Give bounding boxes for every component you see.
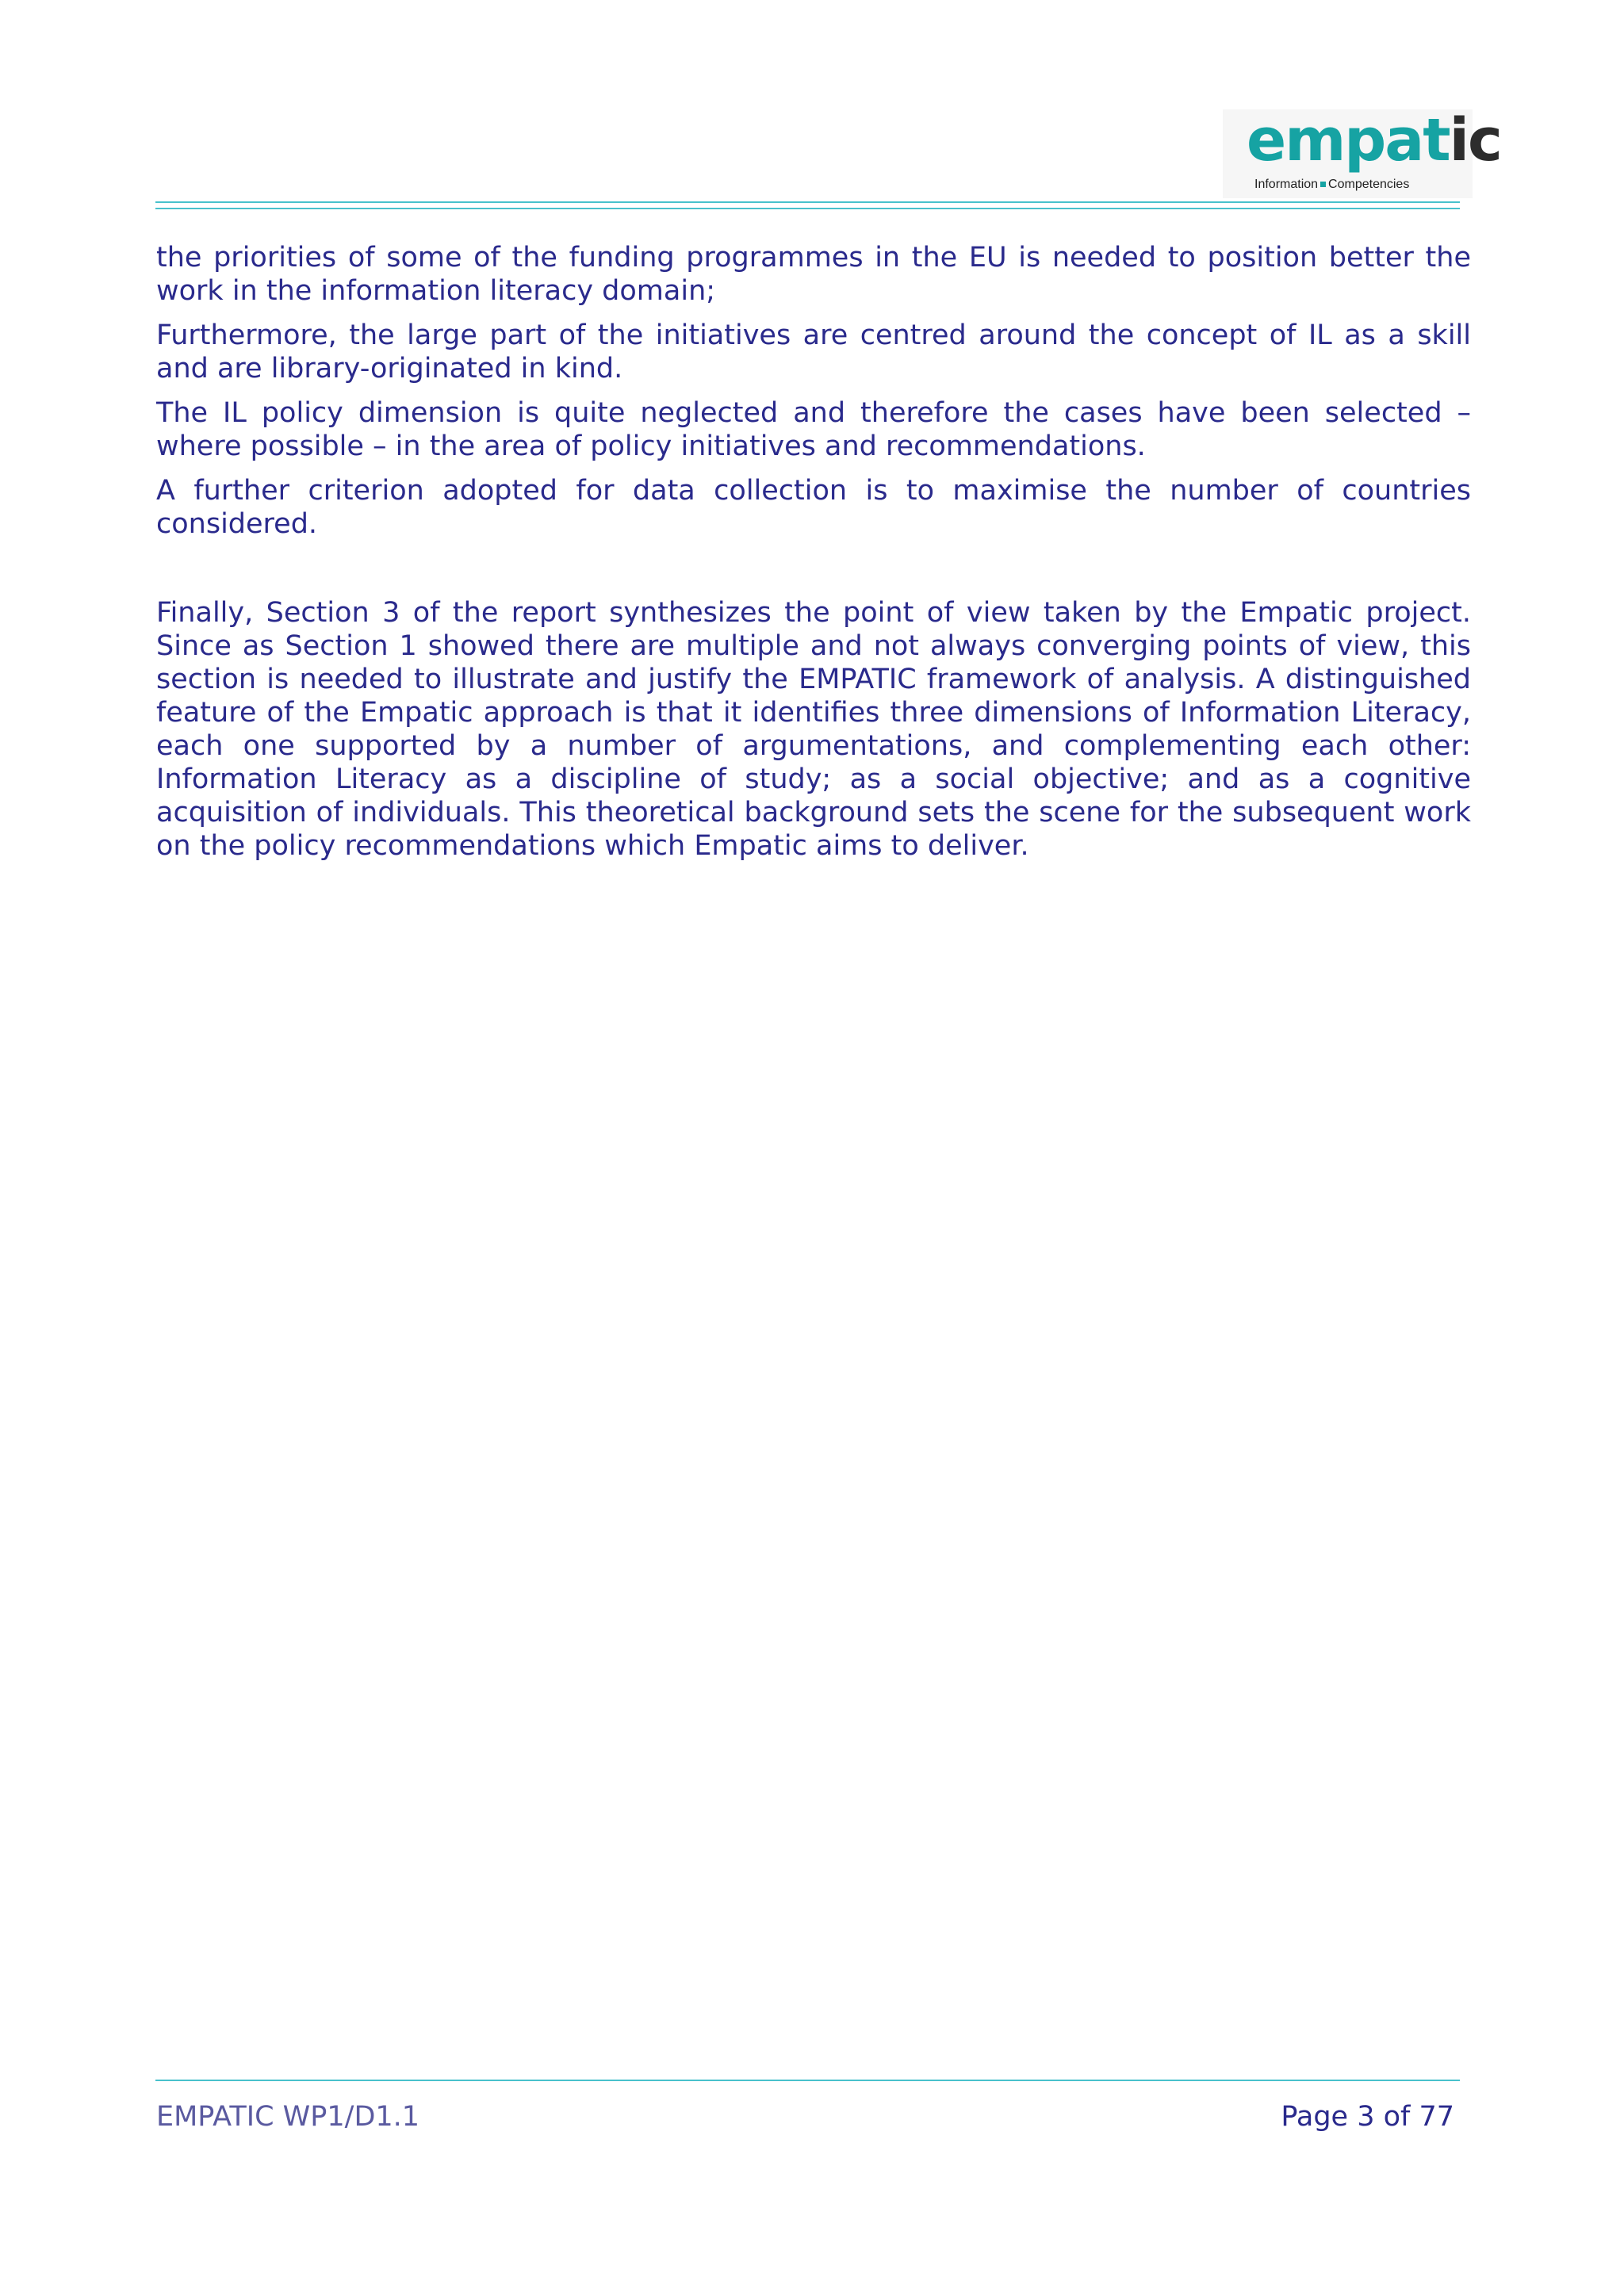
logo-wordmark xyxy=(1247,106,1501,174)
logo-tagline-information: Information xyxy=(1254,178,1319,191)
paragraph-funding-priorities: the priorities of some of the funding programmes in the EU is needed to position better the work in the information literacy domain; xyxy=(156,242,1471,307)
paragraph-initiatives-concept: Furthermore, the large part of the initiatives are centred around the concept of IL as a skill and are library-originated in kind. xyxy=(156,320,1471,385)
document-body xyxy=(156,241,1471,874)
footer-rule xyxy=(155,2080,1460,2081)
header-rule-top xyxy=(155,201,1460,203)
logo-wordmark-teal: empat xyxy=(1247,106,1450,174)
header-rule-bottom xyxy=(155,208,1460,209)
logo-separator-square xyxy=(1320,182,1326,187)
footer-document-id: EMPATIC WP1/D1.1 xyxy=(156,2101,420,2133)
paragraph-data-collection-criterion: A further criterion adopted for data collection is to maximise the number of countries considered. xyxy=(156,475,1471,540)
footer-page-number: Page 3 of 77 xyxy=(1281,2101,1454,2133)
empatic-logo xyxy=(1223,106,1501,198)
logo-wordmark-dark: ic xyxy=(1449,106,1501,174)
logo-tagline xyxy=(1254,178,1409,192)
paragraph-section-3-summary: Finally, Section 3 of the report synthesizes the point of view taken by the Empatic project. Since as Section 1 showed there are multiple and not always converging points of view, this section is needed to illustrate and justify the EMPATIC framework of analysis. A distinguished feature of the Empatic approach is that it identifies three dimensions of Information Literacy, each one supported by a number of argumentations, and complementing each other: Information Literacy as a discipline of study; as a social objective; and as a cognitive acquisition of individuals. This theoretical background sets the scene for the subsequent work on the policy recommendations which Empatic aims to deliver. xyxy=(156,597,1471,862)
logo-tagline-competencies: Competencies xyxy=(1328,178,1410,191)
paragraph-policy-dimension: The IL policy dimension is quite neglected and therefore the cases have been selected – where possible – in the area of policy initiatives and recommendations. xyxy=(156,397,1471,462)
